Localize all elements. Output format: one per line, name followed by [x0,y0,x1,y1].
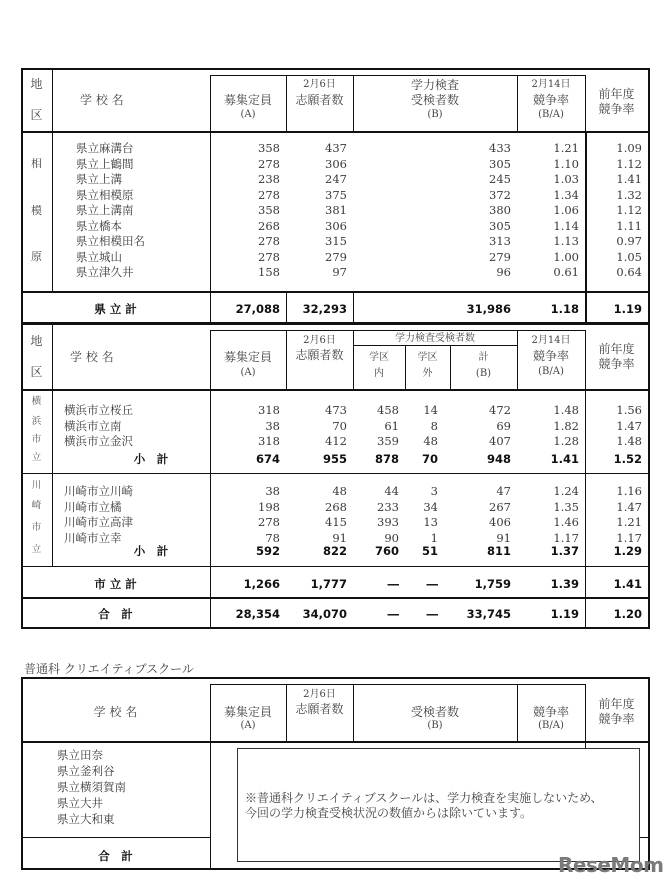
divider [210,75,586,76]
total-value: 33,745 [466,607,511,621]
region-label: 立 [31,544,42,555]
rate-value: 1.39 [550,577,579,591]
capacity-value: 318 [258,403,280,417]
rate-value: 1.14 [553,218,579,233]
divider [210,684,586,685]
total-value: 948 [486,452,511,466]
rate-value: 1.46 [553,515,579,529]
capacity-value: 358 [258,141,280,155]
region-label: 立 [31,452,42,463]
prev-rate-value: 1.09 [616,141,642,155]
school-name: 県立麻溝台 [76,141,134,155]
region-label: 模 [31,204,42,217]
applicants-value: 279 [325,249,347,264]
header-total: (B) [475,368,492,379]
resemom-watermark-logo: ReseMom [558,853,664,877]
school-name: 県立上溝南 [76,203,134,217]
applicants-value: 91 [332,530,347,545]
region-label: 市 [31,434,42,445]
total-value: 407 [489,434,511,448]
school-name: 県立横須賀南 [57,780,126,794]
school-name: 県立大和東 [57,812,115,826]
rate-value: 1.37 [550,544,579,558]
rate-value: 1.03 [553,172,579,186]
capacity-value: 278 [258,249,280,264]
out-district-value: 34 [423,499,438,514]
in-district-value: 90 [384,530,399,545]
total-rate: 1.18 [550,302,579,316]
header-prev-rate: 前年度 [598,697,635,711]
rate-value: 1.48 [553,403,579,417]
prefectural-total-label: 県 立 計 [94,302,137,316]
school-name: 県立城山 [76,249,122,264]
divider [21,566,650,567]
divider [21,597,650,599]
applicants-value: 306 [325,156,347,171]
examinees-value: 433 [489,141,511,155]
applicants-value: 375 [325,187,347,202]
total-prev-rate: 1.19 [613,302,642,316]
capacity-value: 1,266 [243,577,280,591]
header-school-name: 学 校 名 [80,93,124,107]
applicants-value: 1,777 [310,577,347,591]
applicants-value: 822 [322,544,347,558]
school-name: 県立橋本 [76,218,122,233]
rate-value: 0.61 [553,265,579,279]
total-value: 1,759 [474,577,511,591]
school-name: 県立相模原 [76,187,134,202]
header-applicants: 2月6日 [303,335,336,346]
rate-value: 1.19 [550,607,579,621]
divider [210,330,586,331]
header-capacity: 募集定員 [223,705,272,719]
header-school-name: 学 校 名 [93,705,138,719]
note-text: 今回の学力検査受検状況の数値からは除いています。 [245,806,533,820]
header-in-district: 学区 [369,352,389,363]
prev-rate-value: 1.47 [616,499,642,514]
capacity-value: 78 [265,530,280,545]
school-name: 川崎市立高津 [64,515,133,529]
school-name: 県立上鶴間 [76,156,134,171]
examinees-value: 279 [489,249,511,264]
municipal-total-label: 市 立 計 [94,577,137,591]
rate-value: 1.41 [550,452,579,466]
examinees-value: 380 [489,203,511,217]
header-examinees: (B) [427,720,443,731]
header-total: 計 [478,352,489,363]
header-prev-rate: 競争率 [598,712,635,726]
school-name: 県立釜利谷 [57,764,115,778]
header-rate: 競争率 [532,705,569,719]
out-district-value: 1 [430,530,438,545]
applicants-value: 437 [325,141,347,155]
divider [21,291,650,293]
header-applicants: 2月6日 [303,79,336,90]
header-applicants: 志願者数 [295,348,344,362]
header-applicants: 志願者数 [295,93,344,107]
total-applicants: 32,293 [302,302,347,316]
total-value: 69 [496,418,511,433]
rate-value: 1.21 [553,141,579,155]
out-district-value: ― [426,607,438,621]
total-value: 47 [496,484,511,498]
prev-rate-value: 1.47 [616,418,642,433]
total-value: 811 [486,544,511,558]
rate-value: 1.34 [553,187,579,202]
prev-rate-value: 1.48 [616,434,642,448]
out-district-value: 8 [430,418,438,433]
header-region: 区 [30,365,43,379]
capacity-value: 28,354 [235,607,280,621]
total-label: 合 計 [98,849,133,863]
in-district-value: 878 [374,452,399,466]
examinees-value: 245 [489,172,511,186]
applicants-value: 268 [325,499,347,514]
header-prev-rate: 競争率 [598,102,635,116]
rate-value: 1.00 [553,249,579,264]
header-examinees: 受検者数 [410,705,459,719]
header-capacity: (A) [240,109,256,120]
in-district-value: 61 [384,418,399,433]
rate-value: 1.13 [553,234,579,248]
school-name: 県立田奈 [57,748,103,762]
examinees-value: 305 [489,218,511,233]
total-value: 267 [489,499,511,514]
header-rate: (B/A) [538,366,564,377]
total-value: 406 [489,515,511,529]
capacity-value: 268 [258,218,280,233]
rate-value: 1.82 [553,418,579,433]
capacity-value: 318 [258,434,280,448]
prev-rate-value: 1.56 [616,403,642,417]
prev-rate-value: 1.17 [616,530,642,545]
header-examinees: 学力検査 [410,78,459,92]
school-name: 川崎市立橘 [64,499,122,514]
rate-value: 1.35 [553,499,579,514]
prev-rate-value: 1.05 [616,249,642,264]
capacity-value: 278 [258,156,280,171]
divider [353,345,517,346]
out-district-value: 3 [430,484,438,498]
header-rate: 2月14日 [531,335,571,346]
rate-value: 1.24 [553,484,579,498]
prev-rate-value: 1.20 [613,607,642,621]
header-applicants: 志願者数 [295,702,344,716]
prev-rate-value: 1.12 [616,156,642,171]
prev-rate-value: 1.29 [613,544,642,558]
divider [52,131,53,291]
header-region: 地 [30,334,43,348]
capacity-value: 674 [255,452,280,466]
grand-total-label: 合 計 [98,607,133,621]
header-examinees: 受検者数 [410,93,459,107]
header-region: 区 [30,108,43,122]
school-name: 横浜市立南 [64,418,122,433]
school-name: 横浜市立金沢 [64,434,133,448]
header-region: 地 [30,77,43,91]
divider [52,68,53,132]
in-district-value: 359 [377,434,399,448]
capacity-value: 238 [258,172,280,186]
out-district-value: 48 [423,434,438,448]
in-district-value: ― [387,577,399,591]
region-label: 相 [31,157,42,170]
prev-rate-value: 1.11 [616,218,642,233]
rate-value: 1.17 [553,530,579,545]
school-name: 横浜市立桜丘 [64,403,133,417]
school-name: 川崎市立幸 [64,530,122,545]
out-district-value: 14 [423,403,438,417]
applicants-value: 34,070 [302,607,347,621]
region-label: 市 [31,522,42,533]
applicants-value: 473 [325,403,347,417]
capacity-value: 358 [258,203,280,217]
examinees-value: 372 [489,187,511,202]
applicants-value: 97 [332,265,347,279]
in-district-value: 44 [384,484,399,498]
header-capacity: 募集定員 [223,93,272,107]
prev-rate-value: 1.41 [616,172,642,186]
in-district-value: ― [387,607,399,621]
header-examinees-group: 学力検査受検者数 [395,333,475,344]
divider [21,837,210,838]
prev-rate-value: 1.32 [616,187,642,202]
header-capacity: 募集定員 [223,350,272,364]
region-label: 崎 [31,500,42,511]
header-out-district: 外 [422,368,433,379]
school-name: 川崎市立川崎 [64,484,133,498]
region-label: 原 [31,250,42,263]
applicants-value: 955 [322,452,347,466]
prev-rate-value: 1.41 [613,577,642,591]
total-capacity: 27,088 [235,302,280,316]
out-district-value: 51 [421,544,438,558]
region-label: 横 [31,396,42,407]
capacity-value: 278 [258,515,280,529]
header-in-district: 内 [374,368,384,379]
applicants-value: 381 [325,203,347,217]
divider [21,131,650,133]
applicants-value: 315 [325,234,347,248]
divider [21,741,650,743]
header-rate: 競争率 [532,349,569,363]
capacity-value: 278 [258,187,280,202]
rate-value: 1.10 [553,156,579,171]
out-district-value: 13 [423,515,438,529]
header-rate: 競争率 [532,93,569,107]
header-capacity: (A) [240,367,256,378]
examinees-value: 305 [489,156,511,171]
subtotal-label: 小 計 [133,544,169,558]
in-district-value: 760 [374,544,399,558]
header-out-district: 学区 [417,352,438,363]
examinees-value: 96 [496,265,511,279]
prev-rate-value: 1.12 [616,203,642,217]
capacity-value: 38 [265,484,280,498]
prev-rate-value: 1.21 [616,515,642,529]
applicants-value: 412 [325,434,347,448]
in-district-value: 458 [377,403,399,417]
header-capacity: (A) [240,720,256,731]
applicants-value: 306 [325,218,347,233]
capacity-value: 198 [258,499,280,514]
applicants-value: 48 [332,484,347,498]
in-district-value: 393 [377,515,399,529]
in-district-value: 233 [377,499,399,514]
header-rate: (B/A) [538,109,564,120]
region-label: 川 [31,480,42,491]
divider [21,473,650,474]
applicants-value: 415 [325,515,347,529]
prev-rate-value: 0.64 [616,265,642,279]
rate-value: 1.06 [553,203,579,217]
school-name: 県立大井 [57,796,103,810]
school-name: 県立相模田名 [76,234,145,248]
capacity-value: 158 [258,265,280,279]
examinees-value: 313 [489,234,511,248]
applicants-value: 70 [332,418,347,433]
note-text: ※普通科クリエイティブスクールは、学力検査を実施しないため、 [245,791,603,805]
header-prev-rate: 前年度 [598,87,635,101]
divider [21,389,650,391]
out-district-value: ― [426,577,438,591]
capacity-value: 592 [255,544,280,558]
prev-rate-value: 1.16 [616,484,642,498]
subtotal-label: 小 計 [133,452,169,466]
header-rate: (B/A) [538,720,564,731]
school-name: 県立津久井 [76,265,134,279]
prev-rate-value: 1.52 [613,452,642,466]
header-rate: 2月14日 [531,79,571,90]
total-value: 91 [496,530,511,545]
header-school-name: 学 校 名 [70,350,114,364]
school-name: 県立上溝 [76,172,122,186]
prev-rate-value: 0.97 [616,234,642,248]
header-applicants: 2月6日 [303,689,336,700]
applicants-value: 247 [325,172,347,186]
header-prev-rate: 競争率 [598,357,635,371]
header-prev-rate: 前年度 [598,342,635,356]
section-caption: 普通科 クリエイティブスクール [24,662,194,676]
out-district-value: 70 [421,452,438,466]
total-examinees: 31,986 [466,302,511,316]
rate-value: 1.28 [553,434,579,448]
capacity-value: 38 [265,418,280,433]
total-value: 472 [489,403,511,417]
capacity-value: 278 [258,234,280,248]
region-label: 浜 [31,416,42,427]
header-examinees: (B) [427,109,443,120]
